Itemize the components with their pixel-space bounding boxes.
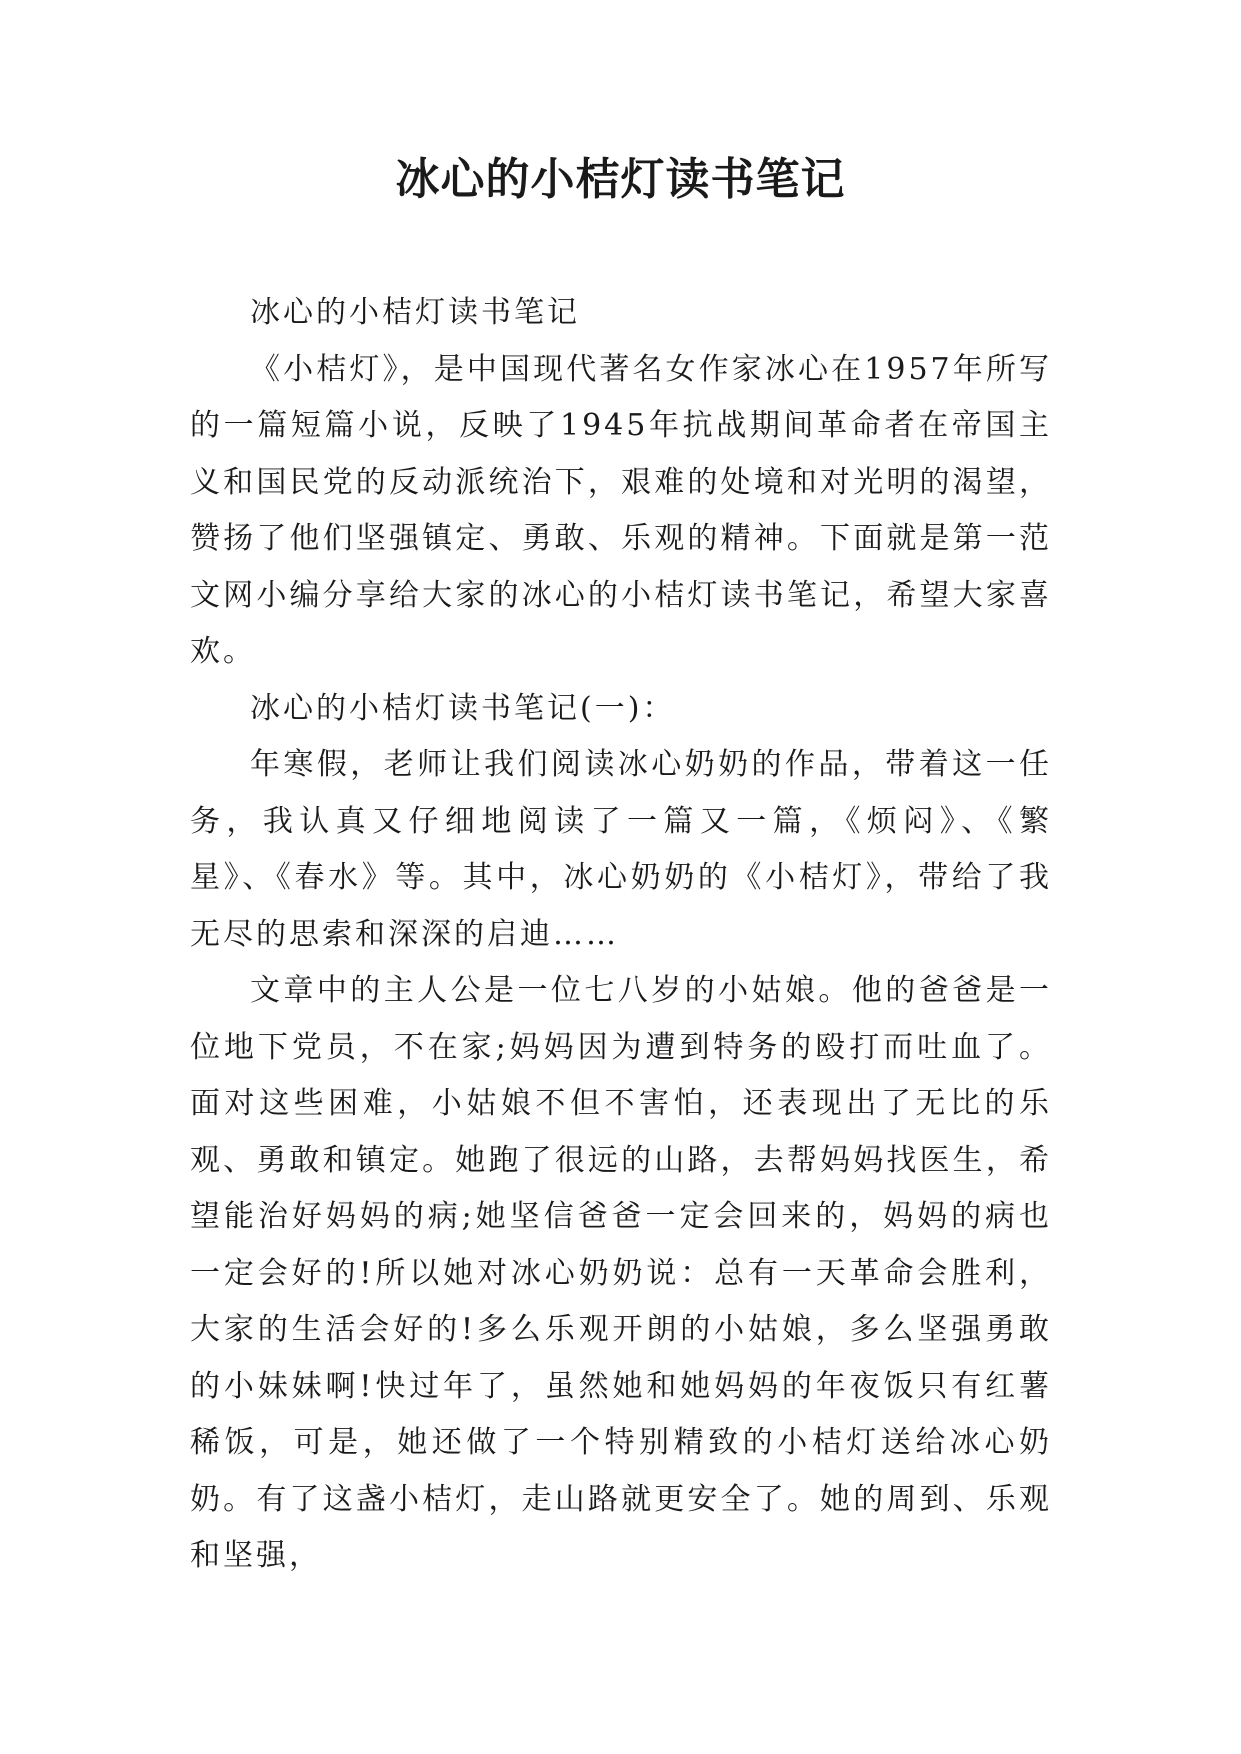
paragraph-section-heading: 冰心的小桔灯读书笔记(一)： xyxy=(250,690,676,726)
document-title: 冰心的小桔灯读书笔记 xyxy=(395,154,846,205)
paragraph-intro: 《小桔灯》，是中国现代著名女作家冰心在1957年所写的一篇短篇小说，反映了1945年抗战期间革命者在帝国主义和国民党的反动派统治下，艰难的处境和对光明的渴望，赞扬了他们坚强镇定、勇敢、乐观的精神。下面就是第一范文网小编分享给大家的冰心的小桔灯读书笔记，希望大家喜欢。 xyxy=(190,351,1052,669)
paragraph-body-2: 文章中的主人公是一位七八岁的小姑娘。他的爸爸是一位地下党员，不在家;妈妈因为遭到特务的殴打而吐血了。面对这些困难，小姑娘不但不害怕，还表现出了无比的乐观、勇敢和镇定。她跑了很远的山路，去帮妈妈找医生，希望能治好妈妈的病;她坚信爸爸一定会回来的，妈妈的病也一定会好的!所以她对冰心奶奶说：总有一天革命会胜利，大家的生活会好的!多么乐观开朗的小姑娘，多么坚强勇敢的小妹妹啊!快过年了，虽然她和她妈妈的年夜饭只有红薯稀饭，可是，她还做了一个特别精致的小桔灯送给冰心奶奶。有了这盏小桔灯，走山路就更安全了。她的周到、乐观和坚强， xyxy=(190,973,1052,1573)
document-body xyxy=(190,285,1052,1585)
paragraph-subtitle: 冰心的小桔灯读书笔记 xyxy=(250,295,580,330)
paragraph-body-1: 年寒假，老师让我们阅读冰心奶奶的作品，带着这一任务，我认真又仔细地阅读了一篇又一篇，《烦闷》、《繁星》、《春水》等。其中，冰心奶奶的《小桔灯》，带给了我无尽的思索和深深的启迪…… xyxy=(190,747,1052,952)
